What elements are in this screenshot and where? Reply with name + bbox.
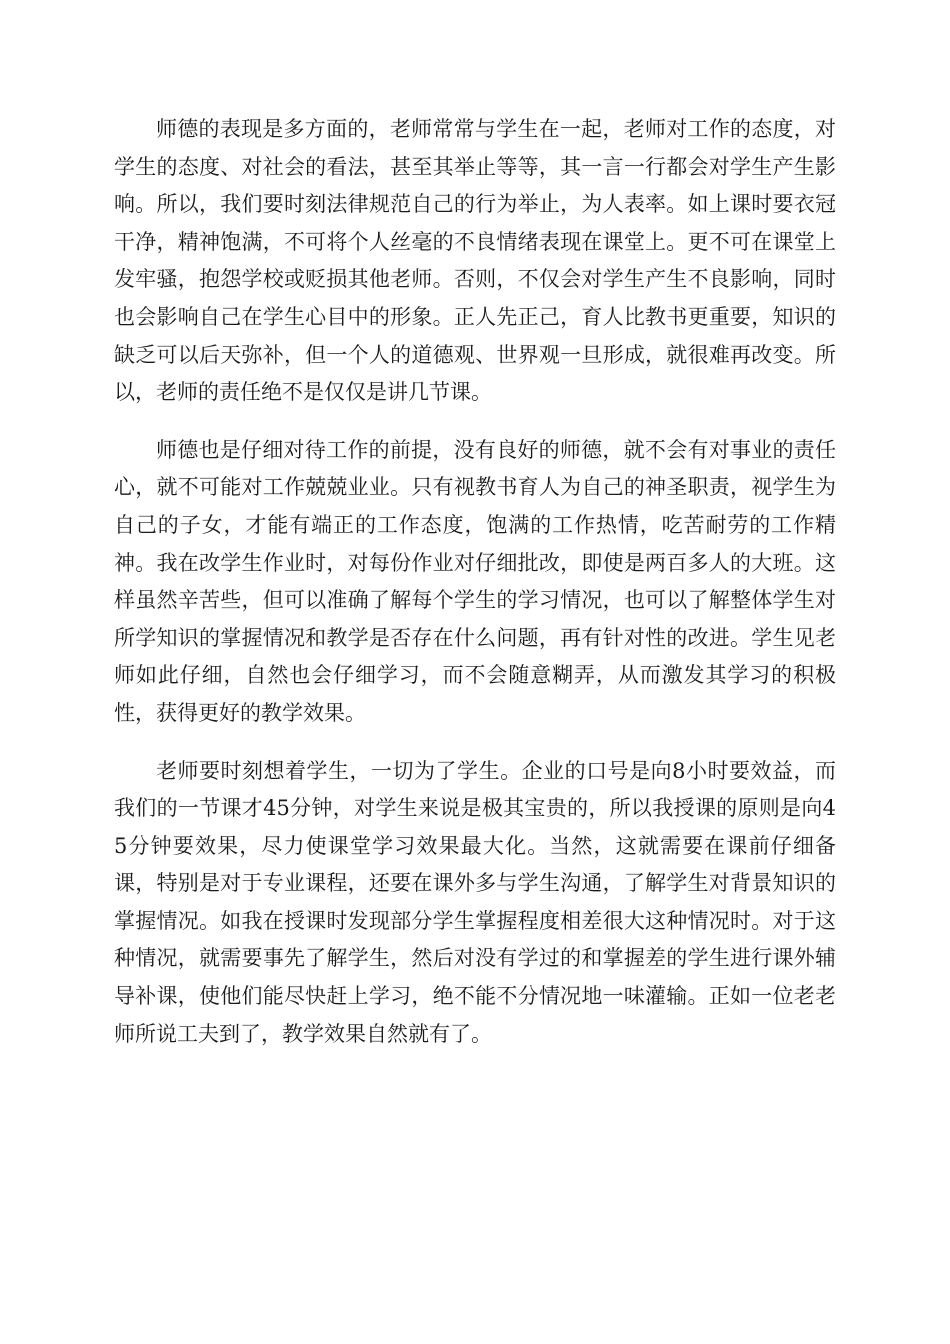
paragraph-teacher-ethics-expression: 师德的表现是多方面的，老师常常与学生在一起，老师对工作的态度，对学生的态度、对社会的看法，甚至其举止等等，其一言一行都会对学生产生影响。所以，我们要时刻法律规范自己的行为举止，为人表率。如上课时要衣冠干净，精神饱满，不可将个人丝毫的不良情绪表现在课堂上。更不可在课堂上发牢骚，抱怨学校或贬损其他老师。否则，不仅会对学生产生不良影响，同时也会影响自己在学生心目中的形象。正人先正己，育人比教书更重要，知识的缺乏可以后天弥补，但一个人的道德观、世界观一旦形成，就很难再改变。所以，老师的责任绝不是仅仅是讲几节课。 (114, 117, 836, 405)
paragraph-teacher-ethics-premise: 师德也是仔细对待工作的前提，没有良好的师德，就不会有对事业的责任心，就不可能对工作兢兢业业。只有视教书育人为自己的神圣职责，视学生为自己的子女，才能有端正的工作态度，饱满的工作热情，吃苦耐劳的工作精神。我在改学生作业时，对每份作业对仔细批改，即使是两百多人的大班。这样虽然辛苦些，但可以准确了解每个学生的学习情况，也可以了解整体学生对所学知识的掌握情况和教学是否存在什么问题，再有针对性的改进。学生见老师如此仔细，自然也会仔细学习，而不会随意糊弄，从而激发其学习的积极性，获得更好的教学效果。 (114, 437, 836, 725)
document-body (114, 111, 836, 1053)
paragraph-students-first: 老师要时刻想着学生，一切为了学生。企业的口号是向8小时要效益，而我们的一节课才45分钟，对学生来说是极其宝贵的，所以我授课的原则是向45分钟要效果，尽力使课堂学习效果最大化。当然，这就需要在课前仔细备课，特别是对于专业课程，还要在课外多与学生沟通，了解学生对背景知识的掌握情况。如我在授课时发现部分学生掌握程度相差很大这种情况时。对于这种情况，就需要事先了解学生，然后对没有学过的和掌握差的学生进行课外辅导补课，使他们能尽快赶上学习，绝不能不分情况地一味灌输。正如一位老老师所说工夫到了，教学效果自然就有了。 (114, 758, 836, 1046)
